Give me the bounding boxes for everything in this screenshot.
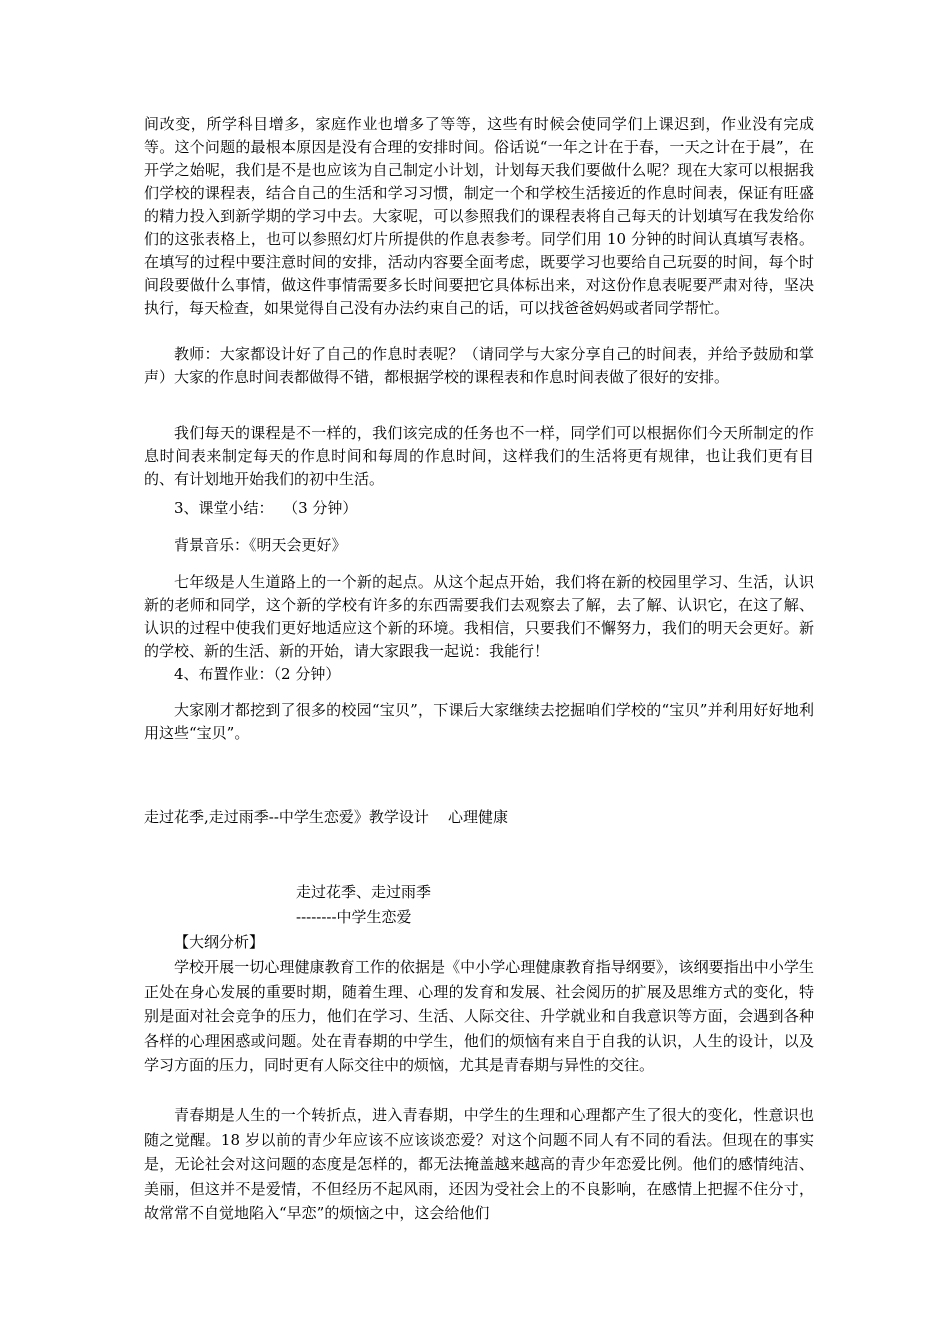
- adolescence-paragraph: 青春期是人生的一个转折点，进入青春期，中学生的生理和心理都产生了很大的变化，性意识也随之觉醒。18 岁以前的青少年应该不应该谈恋爱？对这个问题不同人有不同的看法。但现在的事实是，无论社会对这问题的态度是怎样的，都无法掩盖越来越高的青少年恋爱比例。他们的感情纯洁、美丽，但这并不是爱情，不但经历不起风雨，还因为受社会上的不良影响，在感情上把握不住分寸，故常常不自觉地陷入“早恋”的烦恼之中，这会给他们: [144, 1106, 814, 1222]
- daily-courses-paragraph: 我们每天的课程是不一样的，我们该完成的任务也不一样，同学们可以根据你们今天所制定的作息时间表来制定每天的作息时间和每周的作息时间，这样我们的生活将更有规律，也让我们更有目的、有计划地开始我们的初中生活。: [144, 424, 814, 488]
- schedule-plan-paragraph: 间改变，所学科目增多，家庭作业也增多了等等，这些有时候会使同学们上课迟到，作业没有完成等。这个问题的最根本原因是没有合理的安排时间。俗话说“一年之计在于春，一天之计在于晨”，在开学之始呢，我们是不是也应该为自己制定小计划，计划每天我们要做什么呢？现在大家可以根据我们学校的课程表，结合自己的生活和学习习惯，制定一个和学校生活接近的作息时间表，保证有旺盛的精力投入到新学期的学习中去。大家呢，可以参照我们的课程表将自己每天的计划填写在我发给你们的这张表格上，也可以参照幻灯片所提供的作息表参考。同学们用 10 分钟的时间认真填写表格。在填写的过程中要注意时间的安排，活动内容要全面考虑，既要学习也要给自己玩耍的时间，每个时间段要做什么事情，做这件事情需要多长时间要把它具体标出来，对这份作息表呢要严肃对待，坚决执行，每天检查，如果觉得自己没有办法约束自己的话，可以找爸爸妈妈或者同学帮忙。: [144, 115, 814, 317]
- outline-analysis-heading: 【大纲分析】: [174, 933, 265, 951]
- closing-paragraph: 七年级是人生道路上的一个新的起点。从这个起点开始，我们将在新的校园里学习、生活，认识新的老师和同学，这个新的学校有许多的东西需要我们去观察去了解，去了解、认识它，在这了解、认识的过程中使我们更好地适应这个新的环境。我相信，只要我们不懈努力，我们的明天会更好。新的学校、新的生活、新的开始，请大家跟我一起说：我能行！: [144, 573, 814, 660]
- lesson-title: 走过花季,走过雨季--中学生恋爱》教学设计 心理健康: [144, 808, 508, 826]
- background-music-line: 背景音乐：《明天会更好》: [174, 536, 347, 554]
- lesson-subtitle-line1: 走过花季、走过雨季: [296, 883, 432, 901]
- lesson-subtitle-line2: --------中学生恋爱: [296, 908, 412, 926]
- outline-analysis-paragraph: 学校开展一切心理健康教育工作的依据是《中小学心理健康教育指导纲要》，该纲要指出中小学生正处在身心发展的重要时期，随着生理、心理的发育和发展、社会阅历的扩展及思维方式的变化，特别是面对社会竞争的压力，他们在学习、生活、人际交往、升学就业和自我意识等方面，会遇到各种各样的心理困惑或问题。处在青春期的中学生，他们的烦恼有来自于自我的认识，人生的设计，以及学习方面的压力，同时更有人际交往中的烦恼，尤其是青春期与异性的交往。: [144, 958, 814, 1074]
- class-summary-heading: 3、课堂小结： （3 分钟）: [174, 499, 358, 517]
- homework-paragraph: 大家刚才都挖到了很多的校园“宝贝”，下课后大家继续去挖掘咱们学校的“宝贝”并利用好好地利用这些“宝贝”。: [144, 701, 814, 742]
- homework-heading: 4、布置作业：（2 分钟）: [174, 665, 341, 683]
- teacher-remarks-paragraph: 教师：大家都设计好了自己的作息时表呢？（请同学与大家分享自己的时间表，并给予鼓励和掌声）大家的作息时间表都做得不错，都根据学校的课程表和作息时间表做了很好的安排。: [144, 345, 814, 386]
